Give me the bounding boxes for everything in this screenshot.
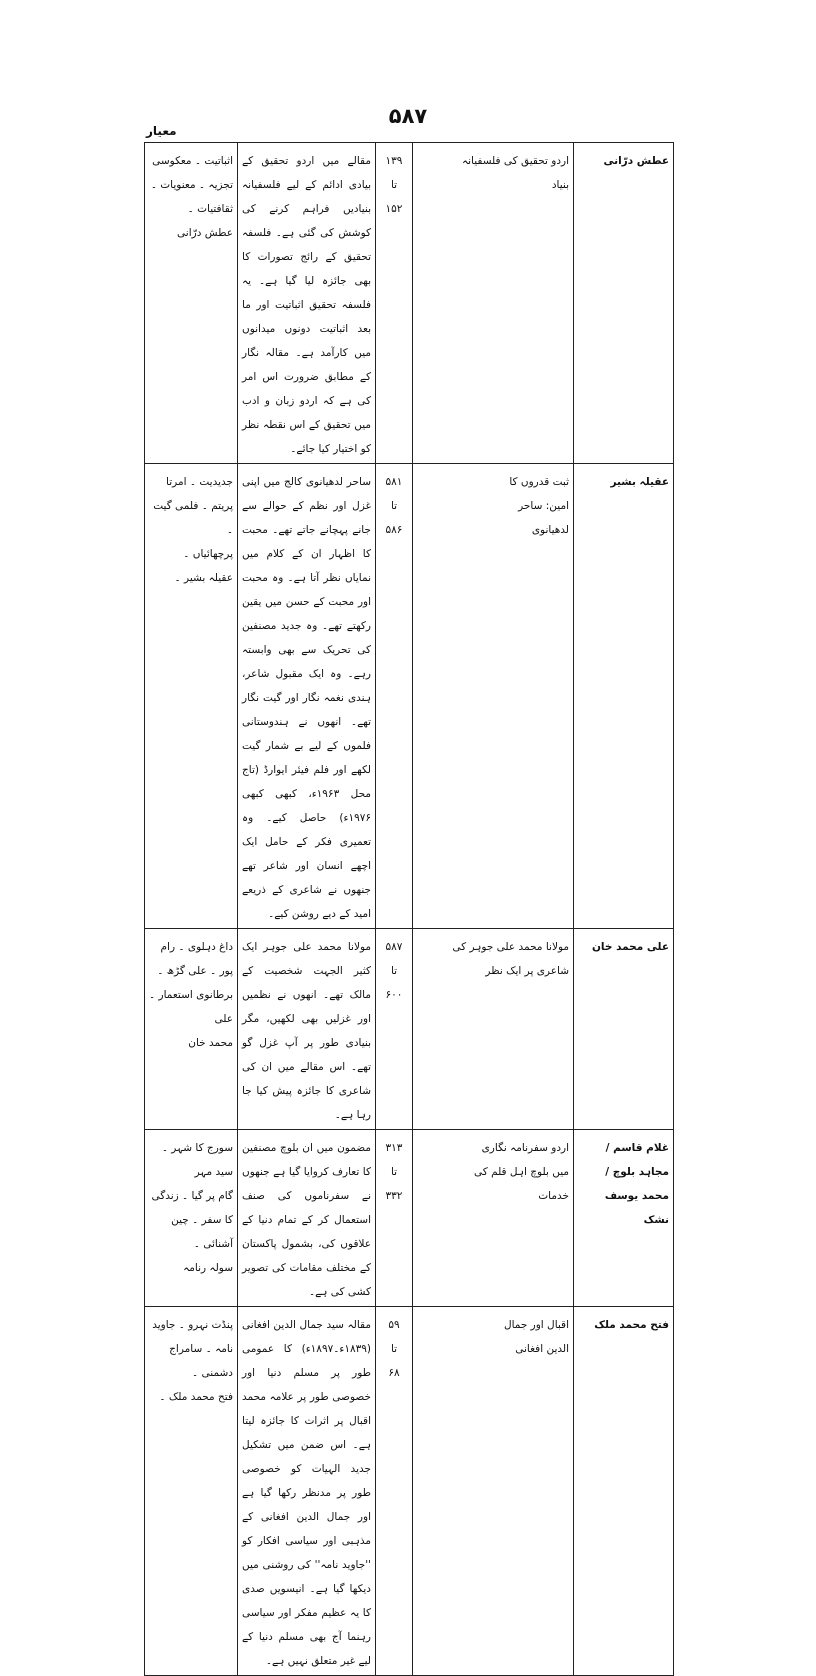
- entry-keywords: جدیدیت ۔ امرتا پریتم ۔ فلمی گیت ۔ پرچھائیاں ۔ عقیلہ بشیر ۔: [145, 464, 238, 929]
- entry-pages: ۵۸۱ تا ۵۸۶: [376, 464, 413, 929]
- entry-author: غلام قاسم / مجاہد بلوچ / محمد یوسف نشک: [574, 1130, 674, 1307]
- entry-row: [145, 1307, 674, 1676]
- index-table: [144, 142, 674, 1676]
- entry-row: [145, 1130, 674, 1307]
- entry-description: مضمون میں ان بلوچ مصنفین کا تعارف کروایا گیا ہے جنھوں نے سفرناموں کی صنف استعمال کر کے تمام دنیا کے علاقوں کی، بشمول پاکستان کے مختلف مقامات کی تصویر کشی کی ہے۔: [238, 1130, 376, 1307]
- page-number: ۵۸۷: [388, 104, 428, 128]
- entry-keywords: سورج کا شہر ۔ سید مہر گام پر گیا ۔ زندگی کا سفر ۔ چین آشنائی ۔ سولہ رنامہ: [145, 1130, 238, 1307]
- entry-pages: ۱۳۹ تا ۱۵۲: [376, 143, 413, 464]
- entry-pages: ۳۱۳ تا ۳۳۲: [376, 1130, 413, 1307]
- entry-row: [145, 464, 674, 929]
- entry-description: مقالے میں اردو تحقیق کے بیادی ادائم کے لیے فلسفیانہ بنیادیں فراہم کرنے کی کوشش کی گئی ہے۔ فلسفہ تحقیق کے رائج تصورات کا بھی جائزہ لیا گیا ہے۔ یہ فلسفہ تحقیق اثباتیت اور ما بعد اثباتیت دونوں میدانوں میں کارآمد ہے۔ مقالہ نگار کے مطابق ضرورت اس امر کی ہے کہ اردو زبان و ادب میں تحقیق کے اس نقطہ نظر کو اختیار کیا جائے۔: [238, 143, 376, 464]
- entry-keywords: پنڈت نہرو ۔ جاوید نامہ ۔ سامراج دشمنی ۔ فتح محمد ملک ۔: [145, 1307, 238, 1676]
- entry-title: اردو تحقیق کی فلسفیانہ بنیاد: [413, 143, 574, 464]
- entry-title: اقبال اور جمال الدین افغانی: [413, 1307, 574, 1676]
- entry-title: ثبت قدروں کا امین: ساحر لدھیانوی: [413, 464, 574, 929]
- entry-title: اردو سفرنامہ نگاری میں بلوچ اہل قلم کی خدمات: [413, 1130, 574, 1307]
- running-head: معیار: [146, 124, 177, 138]
- entry-description: مولانا محمد علی جوہر ایک کثیر الجہت شخصیت کے مالک تھے۔ انھوں نے نظمیں اور غزلیں بھی لکھیں، مگر بنیادی طور پر آپ غزل گو تھے۔ اس مقالے میں ان کی شاعری کا جائزہ پیش کیا جا رہا ہے۔: [238, 929, 376, 1130]
- entry-row: [145, 929, 674, 1130]
- entry-author: عقیلہ بشیر: [574, 464, 674, 929]
- entry-pages: ۵۸۷ تا ۶۰۰: [376, 929, 413, 1130]
- entry-keywords: داغ دہلوی ۔ رام پور ۔ علی گڑھ ۔ برطانوی استعمار ۔ علی محمد خان: [145, 929, 238, 1130]
- entry-author: فتح محمد ملک: [574, 1307, 674, 1676]
- entry-author: عطش درّانی: [574, 143, 674, 464]
- entry-author: علی محمد خان: [574, 929, 674, 1130]
- entry-pages: ۵۹ تا ۶۸: [376, 1307, 413, 1676]
- entry-description: مقالہ سید جمال الدین افغانی (۱۸۳۹ء۔۱۸۹۷ء) کا عمومی طور پر مسلم دنیا اور خصوصی طور پر علامہ محمد اقبال پر اثرات کا جائزہ لیتا ہے۔ اس ضمن میں تشکیل جدید الہیات کو خصوصی طور پر مدنظر رکھا گیا ہے اور جمال الدین افغانی کے مذہبی اور سیاسی افکار کو ''جاوید نامہ'' کی روشنی میں دیکھا گیا ہے۔ انیسویں صدی کا یہ عظیم مفکر اور سیاسی رہنما آج بھی مسلم دنیا کے لیے غیر متعلق نہیں ہے۔: [238, 1307, 376, 1676]
- entry-keywords: اثباتیت ۔ معکوسی تجزیہ ۔ معنویات ۔ ثقافتیات ۔ عطش درّانی: [145, 143, 238, 464]
- entry-description: ساحر لدھیانوی کالج میں اپنی غزل اور نظم کے حوالے سے جانے پہچانے جاتے تھے۔ محبت کا اظہار ان کے کلام میں نمایاں نظر آتا ہے۔ وہ محبت اور محبت کے حسن میں یقین رکھتے تھے۔ وہ جدید مصنفین کی تحریک سے بھی وابستہ رہے۔ وہ ایک مقبول شاعر، ہندی نغمہ نگار اور گیت نگار تھے۔ انھوں نے ہندوستانی فلموں کے لیے بے شمار گیت لکھے اور فلم فیئر ایوارڈ (تاج محل ۱۹۶۳ء، کبھی کبھی ۱۹۷۶ء) حاصل کیے۔ وہ تعمیری فکر کے حامل ایک اچھے انسان اور شاعر تھے جنھوں نے شاعری کے ذریعے امید کے دیے روشن کیے۔: [238, 464, 376, 929]
- entry-row: [145, 143, 674, 464]
- entry-title: مولانا محمد علی جوہر کی شاعری پر ایک نظر: [413, 929, 574, 1130]
